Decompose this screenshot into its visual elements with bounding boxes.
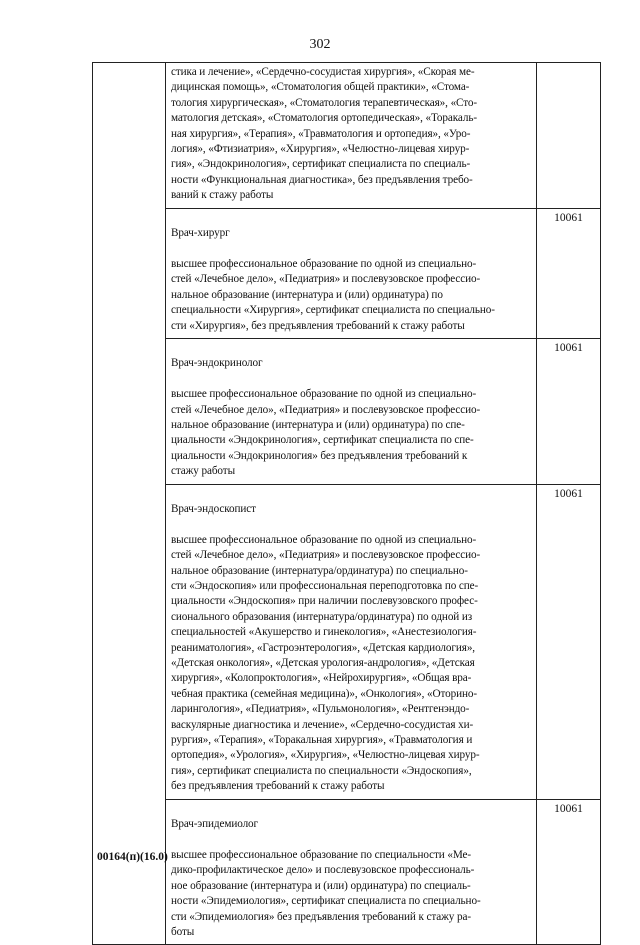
requirements-cell	[166, 63, 537, 209]
qualification-code: 10061	[554, 341, 583, 354]
position-title: Врач-хирург	[171, 227, 230, 240]
code-cell	[537, 338, 601, 484]
requirements-text: высшее профессиональное образование по одной из специально- стей «Лечебное дело», «Педиатрия» и послевузовское профессио- нальное образование (интернатура/ординатура) по специально- сти «Эндоскопия» или профессиональная переподготовка по спе- циальности «Эндоскопия» при наличии послевузовского профес- сионального образования (интернатура/ординатура) по одной из специальностей «Акушерство и гинекология», «Анестезиология- реаниматология», «Гастроэнтерология», «Детская кардиология», «Детская онкология», «Детская урология-андрология», «Детская хирургия», «Колопроктология», «Нейрохирургия», «Общая вра- чебная практика (семейная медицина)», «Онкология», «Оторино- ларингология», «Педиатрия», «Пульмонология», «Рентгенэндо- васкулярные диагностика и лечение», «Сердечно-сосудистая хи- рургия», «Терапия», «Торакальная хирургия», «Травматология и ортопедия», «Урология», «Хирургия», «Челюстно-лицевая хирур- гия», сертификат специалиста по специальности «Эндоскопия», без предъявления требований к стажу работы	[171, 533, 481, 793]
requirements-text: высшее профессиональное образование по одной из специально- стей «Лечебное дело», «Педиатрия» и послевузовское профессио- нальное образование (интернатура и (или) ординатура) по специальности «Хирургия», сертификат специалиста по специально- сти «Хирургия», без предъявления требований к стажу работы	[171, 257, 495, 332]
page-number: 302	[309, 37, 331, 52]
qualification-table	[92, 62, 601, 945]
requirements-cell	[166, 208, 537, 338]
table-row	[93, 208, 601, 338]
requirements-text: стика и лечение», «Сердечно-сосудистая хирургия», «Скорая ме- дицинская помощь», «Стоматология общей практики», «Стома- тология хирургическая», «Стоматология терапевтическая», «Сто- матология детская», «Стоматология ортопедическая», «Торакаль- ная хирургия», «Терапия», «Травматология и ортопедия», «Уро- логия», «Фтизиатрия», «Хирургия», «Челюстно-лицевая хирур- гия», «Эндокринология», сертификат специалиста по специаль- ности «Функциональная диагностика», без предъявления требо- ваний к стажу работы	[171, 66, 478, 202]
table-row	[93, 484, 601, 799]
position-title: Врач-эпидемиолог	[171, 818, 259, 831]
requirements-cell	[166, 799, 537, 945]
requirements-text: высшее профессиональное образование по специальности «Ме- дико-профилактическое дело» и послевузовское профессиональ- ное образование (интернатура и (или) ординатура) по специаль- ности «Эпидемиология», сертификат специалиста по специально- сти «Эпидемиология» без предъявления требований к стажу ра- боты	[171, 848, 481, 938]
requirements-cell	[166, 338, 537, 484]
qualification-code: 10061	[554, 802, 583, 815]
code-cell	[537, 63, 601, 209]
empty-cell	[93, 63, 166, 945]
qualification-code: 10061	[554, 211, 583, 224]
position-title: Врач-эндоскопист	[171, 502, 256, 515]
code-cell	[537, 208, 601, 338]
requirements-text: высшее профессиональное образование по одной из специально- стей «Лечебное дело», «Педиатрия» и послевузовское профессио- нальное образование (интернатура и (или) ординатура) по спе- циальности «Эндокринология», сертификат специалиста по спе- циальности «Эндокринология» без предъявления требований к стажу работы	[171, 388, 481, 478]
code-cell	[537, 799, 601, 945]
qualification-code	[537, 63, 600, 65]
requirements-cell	[166, 484, 537, 799]
code-cell	[537, 484, 601, 799]
table-row	[93, 799, 601, 945]
footer-document-code: 00164(п)(16.0)	[97, 851, 168, 863]
table-row	[93, 338, 601, 484]
table-row	[93, 63, 601, 209]
position-title: Врач-эндокринолог	[171, 357, 263, 370]
qualification-code: 10061	[554, 487, 583, 500]
